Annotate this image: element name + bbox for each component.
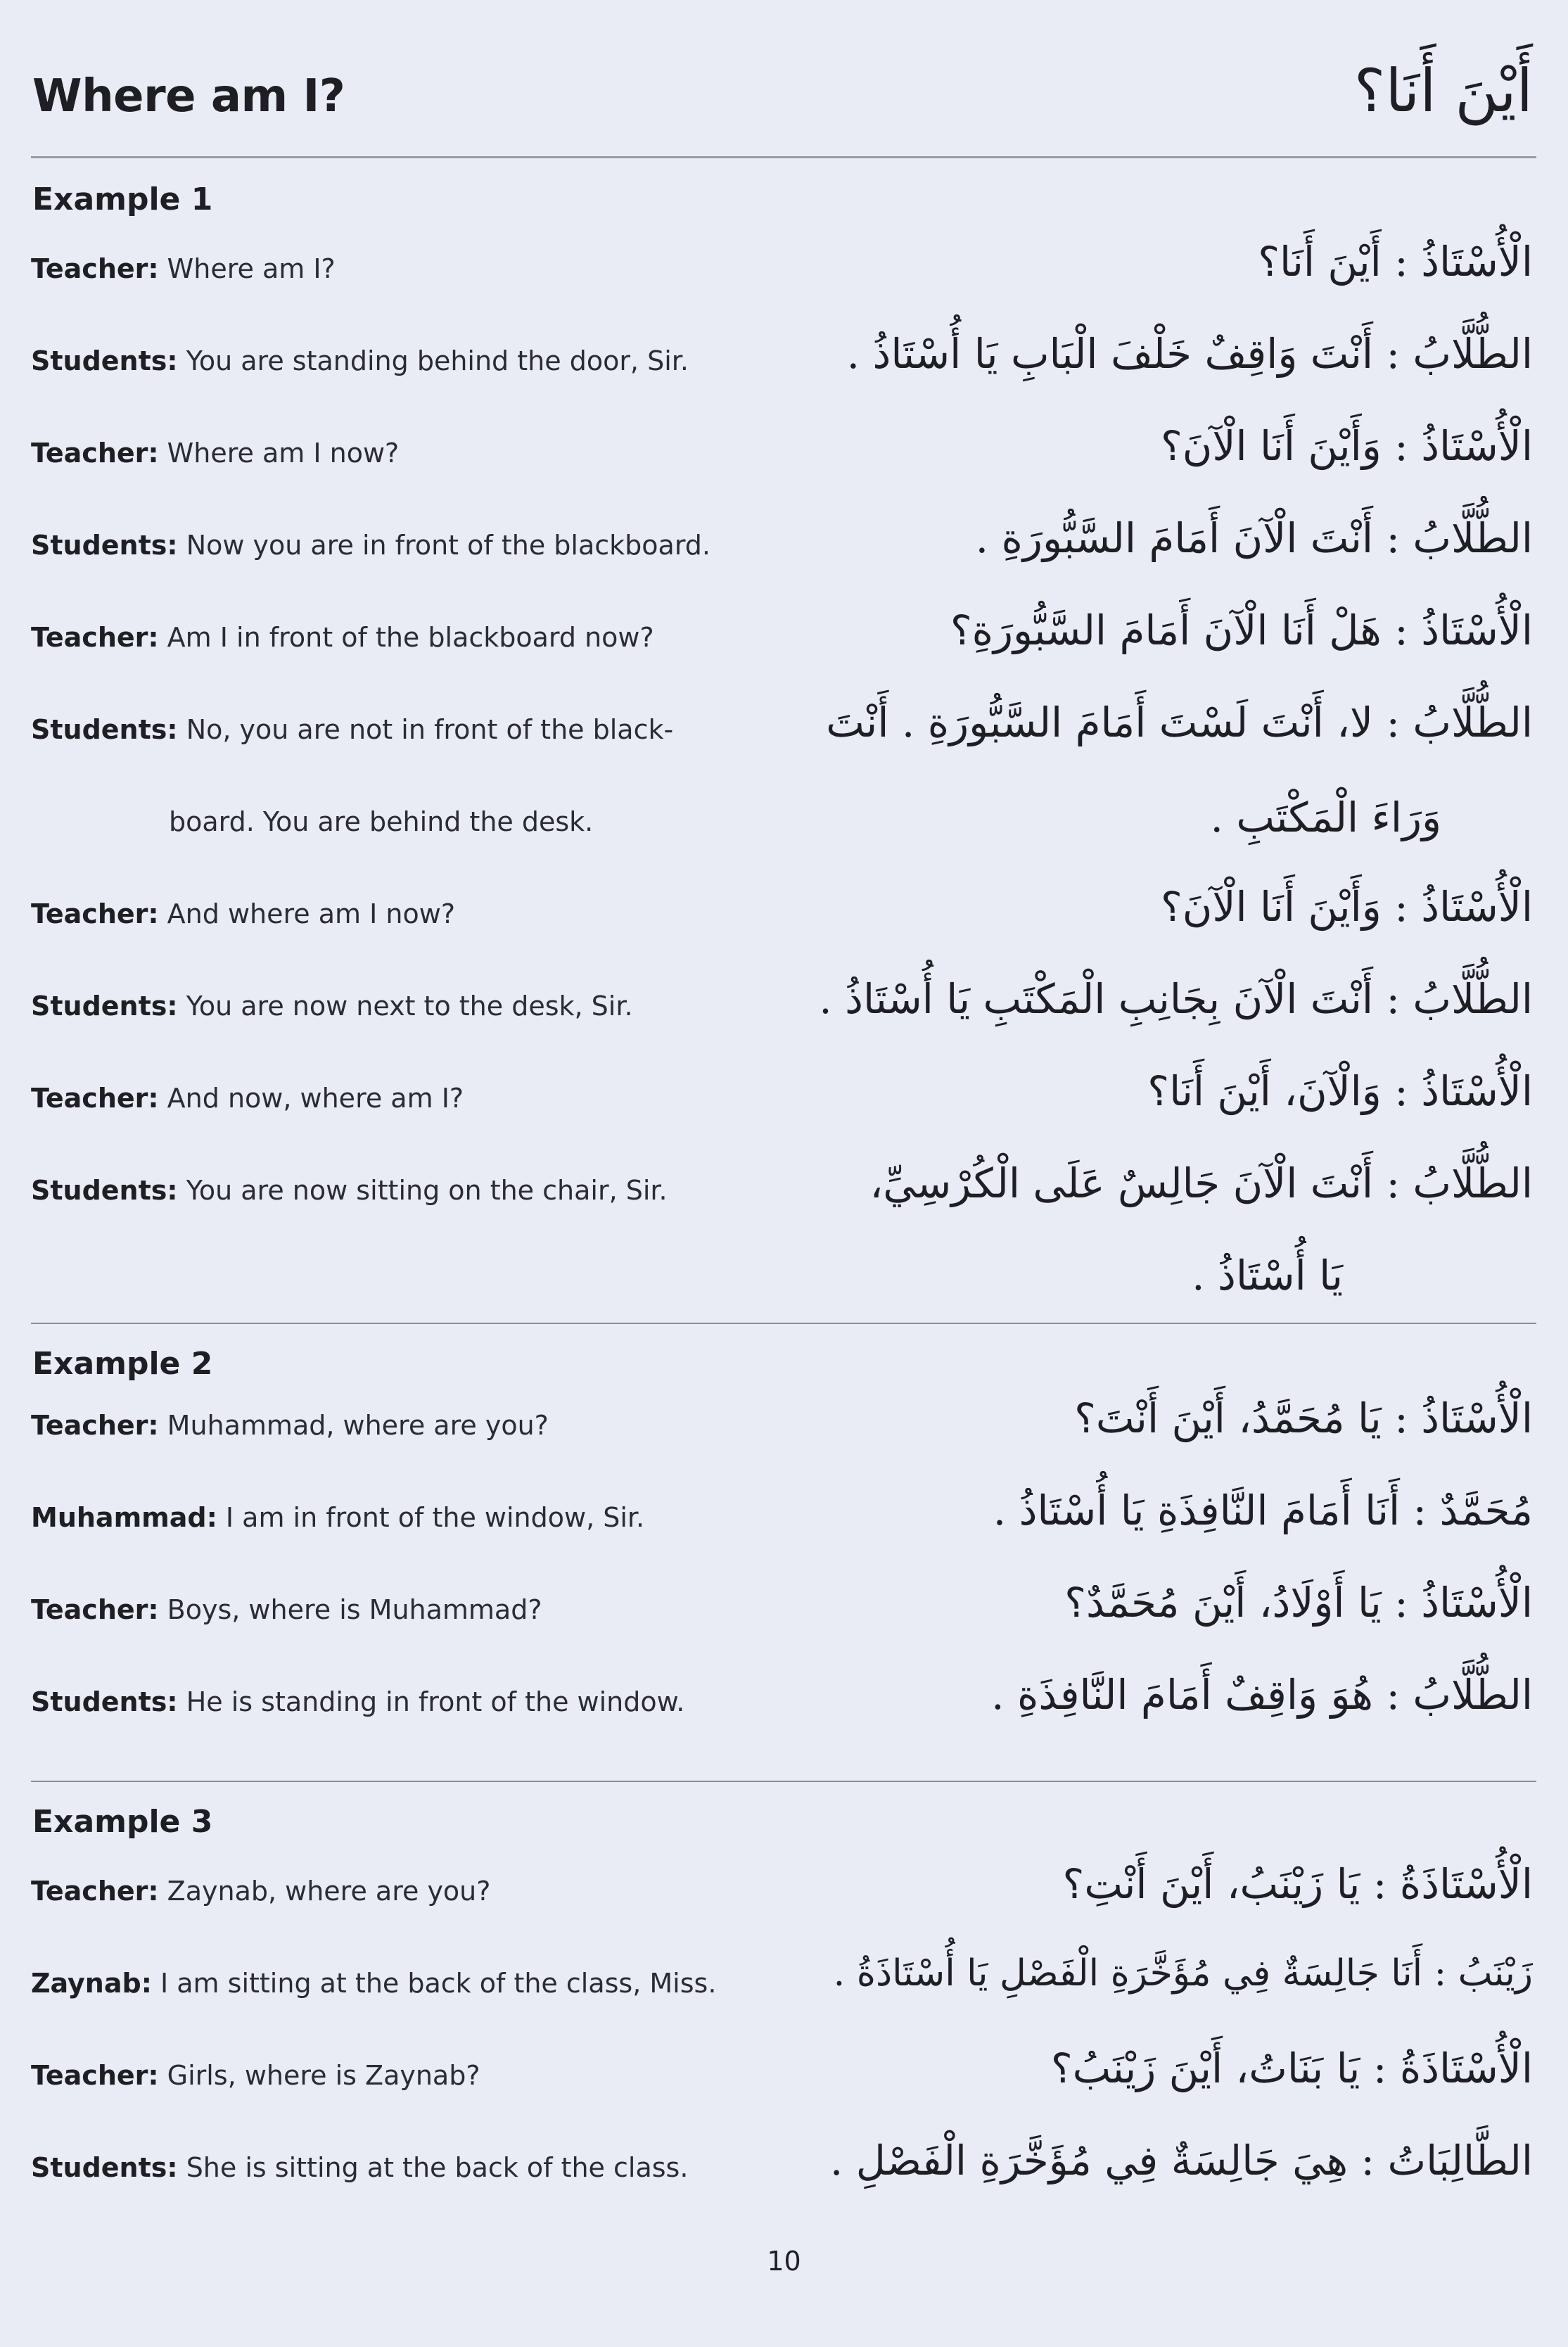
- speaker: Teacher:: [31, 253, 159, 284]
- english-text: He is standing in front of the window.: [186, 1686, 685, 1717]
- english-text: I am sitting at the back of the class, Miss.: [160, 1968, 717, 1999]
- english-line: [31, 1686, 684, 1717]
- example-title: Example 2: [32, 1346, 213, 1382]
- speaker: Students:: [31, 345, 178, 376]
- section-divider: [31, 1323, 1536, 1324]
- header-divider: [31, 156, 1536, 158]
- speaker: Teacher:: [31, 1410, 159, 1441]
- page-number: 10: [767, 2246, 801, 2277]
- dialogue-row: [0, 1671, 1568, 1765]
- arabic-line: الْأُسْتَاذُ : وَالْآنَ، أَيْنَ أَنَا؟: [1147, 1067, 1533, 1115]
- speaker: Teacher:: [31, 1083, 159, 1114]
- dialogue-row: [0, 1579, 1568, 1673]
- speaker: Students:: [31, 1175, 178, 1206]
- arabic-line: الطُّلَّابُ : أَنْتَ وَاقِفٌ خَلْفَ الْبَابِ يَا أُسْتَاذُ .: [846, 330, 1533, 378]
- speaker: Students:: [31, 2152, 178, 2183]
- english-text: Where am I now?: [167, 438, 400, 469]
- english-line: [31, 714, 673, 745]
- english-line: [31, 253, 336, 284]
- speaker: Teacher:: [31, 1876, 159, 1907]
- english-text: Girls, where is Zaynab?: [167, 2060, 480, 2091]
- english-line: [31, 622, 654, 653]
- section-divider: [31, 1781, 1536, 1782]
- english-text: Where am I?: [167, 253, 336, 284]
- speaker: Teacher:: [31, 1594, 159, 1625]
- speaker: Teacher:: [31, 898, 159, 929]
- english-text: No, you are not in front of the black-: [186, 714, 674, 745]
- english-line: [31, 1876, 490, 1907]
- dialogue-row: [0, 514, 1568, 609]
- arabic-line: الْأُسْتَاذُ : وَأَيْنَ أَنَا الْآنَ؟: [1161, 883, 1533, 931]
- english-text: Now you are in front of the blackboard.: [186, 530, 710, 561]
- english-text: I am in front of the window, Sir.: [225, 1502, 645, 1533]
- english-text: You are now sitting on the chair, Sir.: [186, 1175, 668, 1206]
- dialogue-row: [0, 883, 1568, 977]
- arabic-line: زَيْنَبُ : أَنَا جَالِسَةٌ فِي مُؤَخَّرَةِ الْفَصْلِ يَا أُسْتَاذَةُ .: [833, 1952, 1533, 1995]
- speaker: Students:: [31, 991, 178, 1022]
- speaker: Students:: [31, 714, 178, 745]
- example-title: Example 3: [32, 1804, 213, 1840]
- dialogue-row: [0, 699, 1568, 793]
- arabic-line: الطُّلَّابُ : أَنْتَ الْآنَ أَمَامَ السَّبُّورَةِ .: [975, 514, 1533, 562]
- arabic-line: الْأُسْتَاذُ : وَأَيْنَ أَنَا الْآنَ؟: [1161, 422, 1533, 470]
- dialogue-row: [0, 422, 1568, 516]
- arabic-line: الطُّلَّابُ : أَنْتَ الْآنَ بِجَانِبِ الْمَكْتَبِ يَا أُسْتَاذُ .: [819, 975, 1533, 1023]
- english-line: [31, 2060, 480, 2091]
- arabic-line: الْأُسْتَاذَةُ : يَا زَيْنَبُ، أَيْنَ أَنْتِ؟: [1062, 1860, 1533, 1908]
- speaker: Students:: [31, 1686, 178, 1717]
- arabic-line: الطُّلَّابُ : هُوَ وَاقِفٌ أَمَامَ النَّافِذَةِ .: [991, 1671, 1533, 1719]
- english-line: [31, 1968, 716, 1999]
- english-line: [31, 991, 633, 1022]
- english-text: And now, where am I?: [167, 1083, 464, 1114]
- arabic-line: الْأُسْتَاذُ : يَا أَوْلَادُ، أَيْنَ مُحَمَّدٌ؟: [1064, 1579, 1533, 1627]
- dialogue-row: [0, 1067, 1568, 1162]
- arabic-line: الطُّلَّابُ : لا، أَنْتَ لَسْتَ أَمَامَ السَّبُّورَةِ . أَنْتَ: [826, 699, 1533, 746]
- english-text: You are standing behind the door, Sir.: [186, 345, 689, 376]
- speaker: Students:: [31, 530, 178, 561]
- dialogue-row: [0, 1952, 1568, 2047]
- english-line: [31, 2152, 688, 2183]
- example-title: Example 1: [32, 182, 213, 217]
- english-text: Zaynab, where are you?: [167, 1876, 491, 1907]
- dialogue-row: [0, 1252, 1568, 1346]
- english-text: And where am I now?: [167, 898, 455, 929]
- dialogue-row: [0, 794, 1568, 885]
- arabic-line: يَا أُسْتَاذُ .: [1192, 1252, 1343, 1299]
- arabic-line: الطَّالِبَاتُ : هِيَ جَالِسَةٌ فِي مُؤَخَّرَةِ الْفَصْلِ .: [829, 2137, 1533, 2184]
- dialogue-row: [0, 2137, 1568, 2231]
- page-title-arabic: أَيْنَ أَنَا؟: [1353, 56, 1533, 125]
- english-line: [31, 438, 399, 469]
- dialogue-row: [0, 238, 1568, 332]
- speaker: Teacher:: [31, 622, 159, 653]
- speaker: Zaynab:: [31, 1968, 152, 1999]
- english-text: She is sitting at the back of the class.: [186, 2152, 689, 2183]
- arabic-line: الْأُسْتَاذُ : يَا مُحَمَّدُ، أَيْنَ أَنْتَ؟: [1074, 1394, 1533, 1442]
- english-line: [31, 345, 689, 376]
- speaker: Teacher:: [31, 438, 159, 469]
- english-line: [31, 1502, 644, 1533]
- english-line: [31, 898, 455, 929]
- dialogue-row: [0, 1159, 1568, 1254]
- dialogue-row: [0, 1487, 1568, 1581]
- english-text: Am I in front of the blackboard now?: [167, 622, 654, 653]
- speaker: Muhammad:: [31, 1502, 217, 1533]
- english-text: You are now next to the desk, Sir.: [186, 991, 633, 1022]
- speaker: Teacher:: [31, 2060, 159, 2091]
- english-line: [31, 1410, 549, 1441]
- dialogue-row: [0, 2044, 1568, 2139]
- english-text: Muhammad, where are you?: [167, 1410, 549, 1441]
- arabic-line: مُحَمَّدٌ : أَنَا أَمَامَ النَّافِذَةِ يَا أُسْتَاذُ .: [993, 1487, 1533, 1534]
- arabic-line: الْأُسْتَاذُ : أَيْنَ أَنَا؟: [1258, 238, 1533, 286]
- dialogue-row: [0, 330, 1568, 424]
- english-line: board. You are behind the desk.: [169, 806, 594, 837]
- english-line: [31, 1175, 668, 1206]
- dialogue-row: [0, 975, 1568, 1069]
- english-line: [31, 530, 710, 561]
- arabic-line: وَرَاءَ الْمَكْتَبِ .: [1210, 794, 1441, 841]
- page-title: Where am I?: [32, 70, 345, 122]
- arabic-line: الطُّلَّابُ : أَنْتَ الْآنَ جَالِسٌ عَلَى الْكُرْسِيِّ،: [869, 1159, 1533, 1207]
- dialogue-row: [0, 606, 1568, 701]
- arabic-line: الْأُسْتَاذُ : هَلْ أَنَا الْآنَ أَمَامَ السَّبُّورَةِ؟: [950, 606, 1533, 654]
- english-text: Boys, where is Muhammad?: [167, 1594, 542, 1625]
- dialogue-row: [0, 1394, 1568, 1489]
- english-line: [31, 1594, 542, 1625]
- arabic-line: الْأُسْتَاذَةُ : يَا بَنَاتُ، أَيْنَ زَيْنَبُ؟: [1050, 2044, 1533, 2092]
- dialogue-row: [0, 1860, 1568, 1954]
- english-line: [31, 1083, 464, 1114]
